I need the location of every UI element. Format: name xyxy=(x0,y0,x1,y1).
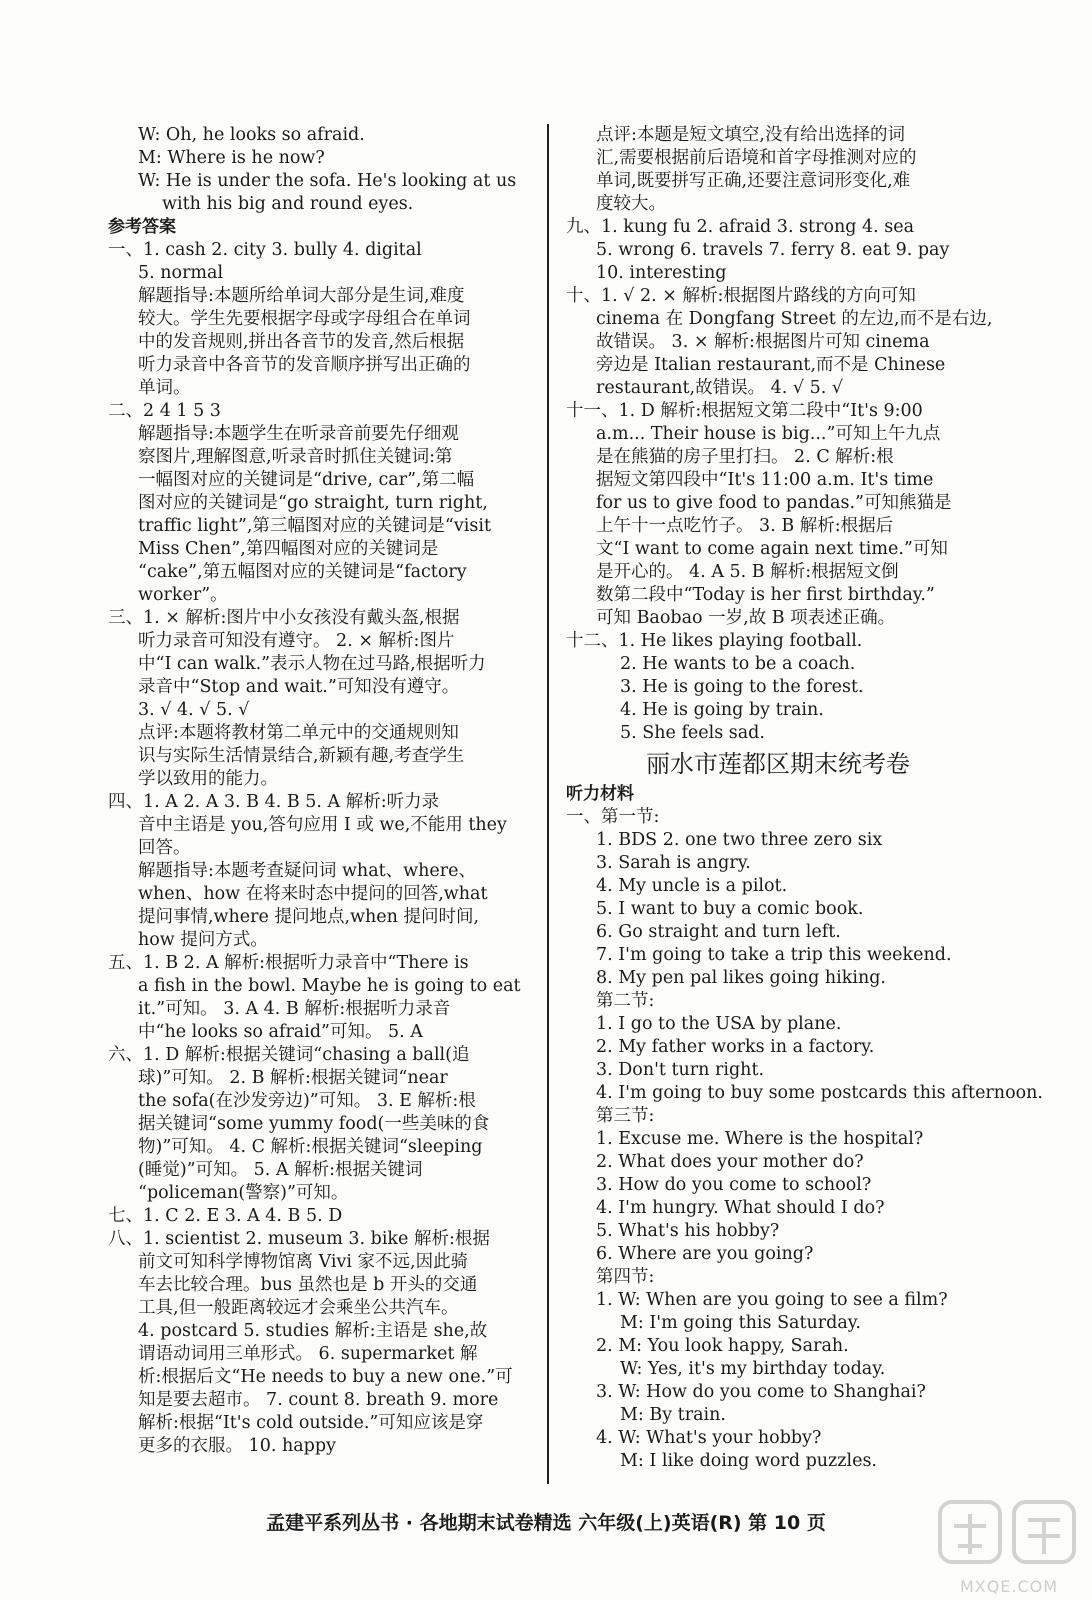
text-line: 是在熊猫的房子里打扫。 2. C 解析:根 xyxy=(596,447,894,467)
text-line: 4. I'm going to buy some postcards this afternoon. xyxy=(596,1083,1043,1103)
text-line: 较大。学生先要根据字母或字母组合在单词 xyxy=(138,309,471,329)
text-line: 是开心的。 4. A 5. B 解析:根据短文倒 xyxy=(596,562,899,582)
right-column xyxy=(566,124,1043,1473)
answer-section-continued xyxy=(566,124,993,745)
text-line: 旁边是 Italian restaurant,而不是 Chinese xyxy=(596,355,946,375)
text-line: 前文可知科学博物馆离 Vivi 家不远,因此骑 xyxy=(138,1252,469,1272)
text-line: 5. I want to buy a comic book. xyxy=(596,899,864,919)
text-line: 听力录音可知没有遵守。 2. × 解析:图片 xyxy=(138,631,455,651)
text-line: 4. W: What's your hobby? xyxy=(596,1428,822,1448)
text-line: restaurant,故错误。 4. √ 5. √ xyxy=(596,378,844,398)
section-title: 丽水市莲都区期末统考卷 xyxy=(646,750,910,778)
text-line: 二、2 4 1 5 3 xyxy=(108,401,221,421)
text-line: 6. Go straight and turn left. xyxy=(596,922,841,942)
text-line: 第三节: xyxy=(596,1106,655,1126)
text-line: “cake”,第五幅图对应的关键词是“factory xyxy=(138,562,467,582)
text-line: 2. He wants to be a coach. xyxy=(620,654,856,674)
text-line: 工具,但一般距离较远才会乘坐公共汽车。 xyxy=(138,1298,459,1318)
text-line: 听力材料 xyxy=(566,784,634,804)
text-line: W: He is under the sofa. He's looking at us xyxy=(138,171,517,191)
text-line: 单词,既要拼写正确,还要注意词形变化,难 xyxy=(596,171,911,191)
text-line: 文“I want to come again next time.”可知 xyxy=(596,539,948,559)
text-line: 一、1. cash 2. city 3. bully 4. digital xyxy=(108,240,422,260)
text-line: 更多的衣服。 10. happy xyxy=(138,1436,336,1456)
text-line: 谓语动词用三单形式。 6. supermarket 解 xyxy=(138,1344,478,1364)
text-line: 解题指导:本题学生在听录音前要先仔细观 xyxy=(138,424,459,444)
text-line: 参考答案 xyxy=(108,217,176,237)
text-line: with his big and round eyes. xyxy=(162,194,414,214)
text-line: for us to give food to pandas.”可知熊猫是 xyxy=(596,493,952,513)
text-line: worker”。 xyxy=(138,585,228,605)
text-line: 四、1. A 2. A 3. B 4. B 5. A 解析:听力录 xyxy=(108,792,440,812)
text-line: 数第二段中“Today is her first birthday.” xyxy=(596,585,935,605)
text-line: when、how 在将来时态中提问的回答,what xyxy=(138,884,488,904)
text-line: 2. My father works in a factory. xyxy=(596,1037,875,1057)
text-line: M: I like doing word puzzles. xyxy=(620,1451,877,1471)
text-line: cinema 在 Dongfang Street 的左边,而不是右边, xyxy=(596,309,993,329)
text-line: 据关键词“some yummy food(一些美味的食 xyxy=(138,1114,490,1134)
text-line: 3. He is going to the forest. xyxy=(620,677,864,697)
text-line: 车去比较合理。bus 虽然也是 b 开头的交通 xyxy=(138,1275,478,1295)
text-line: 4. postcard 5. studies 解析:主语是 she,故 xyxy=(138,1321,488,1341)
listening-material-section xyxy=(566,783,1043,1473)
left-column xyxy=(108,124,532,1458)
text-line: 三、1. × 解析:图片中小女孩没有戴头盔,根据 xyxy=(108,608,460,628)
text-line: 点评:本题将教材第二单元中的交通规则知 xyxy=(138,723,459,743)
text-line: 回答。 xyxy=(138,838,191,858)
watermark-icon xyxy=(934,1496,1084,1576)
text-line: 度较大。 xyxy=(596,194,666,214)
text-line: a fish in the bowl. Maybe he is going to eat xyxy=(138,976,521,996)
text-line: M: Where is he now? xyxy=(138,148,325,168)
text-line: 识与实际生活情景结合,新颖有趣,考查学生 xyxy=(138,746,465,766)
text-line: 中“he looks so afraid”可知。 5. A xyxy=(138,1022,423,1042)
text-line: 5. What's his hobby? xyxy=(596,1221,780,1241)
column-divider xyxy=(547,124,549,1484)
text-line: 2. M: You look happy, Sarah. xyxy=(596,1336,849,1356)
text-line: a.m... Their house is big...”可知上午九点 xyxy=(596,424,941,444)
text-line: 点评:本题是短文填空,没有给出选择的词 xyxy=(596,125,905,145)
text-line: 1. BDS 2. one two three zero six xyxy=(596,830,883,850)
text-line: 十一、1. D 解析:根据短文第二段中“It's 9:00 xyxy=(566,401,923,421)
text-line: 解题指导:本题考查疑问词 what、where、 xyxy=(138,861,477,881)
text-line: 4. I'm hungry. What should I do? xyxy=(596,1198,885,1218)
text-line: 析:根据后文“He needs to buy a new one.”可 xyxy=(138,1367,513,1387)
page-footer: 孟建平系列丛书 · 各地期末试卷精选 六年级(上)英语(R) 第 10 页 xyxy=(266,1512,826,1534)
text-line: 10. interesting xyxy=(596,263,727,283)
watermark-logo xyxy=(934,1496,1084,1596)
text-line: 1. Excuse me. Where is the hospital? xyxy=(596,1129,924,1149)
text-line: 上午十一点吃竹子。 3. B 解析:根据后 xyxy=(596,516,894,536)
text-line: W: Yes, it's my birthday today. xyxy=(620,1359,886,1379)
text-line: 3. W: How do you come to Shanghai? xyxy=(596,1382,926,1402)
text-line: 5. normal xyxy=(138,263,224,283)
text-line: 3. Sarah is angry. xyxy=(596,853,751,873)
text-line: 图对应的关键词是“go straight, turn right, xyxy=(138,493,488,513)
text-line: 一、第一节: xyxy=(566,807,660,827)
text-line: 学以致用的能力。 xyxy=(138,769,278,789)
text-line: 3. √ 4. √ 5. √ xyxy=(138,700,250,720)
text-line: 8. My pen pal likes going hiking. xyxy=(596,968,886,988)
text-line: 音中主语是 you,答句应用 I 或 we,不能用 they xyxy=(138,815,507,835)
text-line: 故错误。 3. × 解析:根据图片可知 cinema xyxy=(596,332,930,352)
text-line: 5. wrong 6. travels 7. ferry 8. eat 9. pay xyxy=(596,240,950,260)
text-line: 解析:根据“It's cold outside.”可知应该是穿 xyxy=(138,1413,484,1433)
text-line: 物)”可知。 4. C 解析:根据关键词“sleeping xyxy=(138,1137,483,1157)
text-line: 6. Where are you going? xyxy=(596,1244,814,1264)
text-line: 十二、1. He likes playing football. xyxy=(566,631,863,651)
text-line: the sofa(在沙发旁边)”可知。 3. E 解析:根 xyxy=(138,1091,476,1111)
text-line: 1. W: When are you going to see a film? xyxy=(596,1290,948,1310)
text-line: 汇,需要根据前后语境和首字母推测对应的 xyxy=(596,148,917,168)
text-line: how 提问方式。 xyxy=(138,930,268,950)
text-line: 7. I'm going to take a trip this weekend. xyxy=(596,945,952,965)
text-line: 中“I can walk.”表示人物在过马路,根据听力 xyxy=(138,654,486,674)
text-line: 4. He is going by train. xyxy=(620,700,824,720)
text-line: 3. How do you come to school? xyxy=(596,1175,872,1195)
text-line: 5. She feels sad. xyxy=(620,723,765,743)
text-line: 单词。 xyxy=(138,378,191,398)
text-line: 3. Don't turn right. xyxy=(596,1060,765,1080)
text-line: 据短文第四段中“It's 11:00 a.m. It's time xyxy=(596,470,934,490)
text-line: 第四节: xyxy=(596,1267,655,1287)
text-line: 中的发音规则,拼出各音节的发音,然后根据 xyxy=(138,332,465,352)
text-line: M: By train. xyxy=(620,1405,726,1425)
watermark-text: MXQE.COM xyxy=(959,1577,1059,1596)
text-line: 知是要去超市。 7. count 8. breath 9. more xyxy=(138,1390,499,1410)
text-line: M: I'm going this Saturday. xyxy=(620,1313,861,1333)
text-line: 七、1. C 2. E 3. A 4. B 5. D xyxy=(108,1206,343,1226)
text-line: it.”可知。 3. A 4. B 解析:根据听力录音 xyxy=(138,999,451,1019)
text-line: 可知 Baobao 一岁,故 B 项表述正确。 xyxy=(596,608,896,628)
text-line: 提问事情,where 提问地点,when 提问时间, xyxy=(138,907,480,927)
text-line: Miss Chen”,第四幅图对应的关键词是 xyxy=(138,539,439,559)
text-line: 第二节: xyxy=(596,991,655,1011)
text-line: 一幅图对应的关键词是“drive, car”,第二幅 xyxy=(138,470,475,490)
text-line: (睡觉)”可知。 5. A 解析:根据关键词 xyxy=(138,1160,423,1180)
text-line: 4. My uncle is a pilot. xyxy=(596,876,788,896)
text-line: 六、1. D 解析:根据关键词“chasing a ball(追 xyxy=(108,1045,470,1065)
text-line: 十、1. √ 2. × 解析:根据图片路线的方向可知 xyxy=(566,286,916,306)
text-line: 察图片,理解图意,听录音时抓住关键词:第 xyxy=(138,447,453,467)
text-line: 录音中“Stop and wait.”可知没有遵守。 xyxy=(138,677,460,697)
text-line: 2. What does your mother do? xyxy=(596,1152,864,1172)
text-line: 球)”可知。 2. B 解析:根据关键词“near xyxy=(138,1068,448,1088)
text-line: 1. I go to the USA by plane. xyxy=(596,1014,842,1034)
text-line: 听力录音中各音节的发音顺序拼写出正确的 xyxy=(138,355,471,375)
text-line: traffic light”,第三幅图对应的关键词是“visit xyxy=(138,516,491,536)
text-line: 解题指导:本题所给单词大部分是生词,难度 xyxy=(138,286,465,306)
text-line: 八、1. scientist 2. museum 3. bike 解析:根据 xyxy=(108,1229,490,1249)
text-line: “policeman(警察)”可知。 xyxy=(138,1183,349,1203)
text-line: 九、1. kung fu 2. afraid 3. strong 4. sea xyxy=(566,217,915,237)
text-line: 五、1. B 2. A 解析:根据听力录音中“There is xyxy=(108,953,469,973)
text-line: W: Oh, he looks so afraid. xyxy=(138,125,365,145)
